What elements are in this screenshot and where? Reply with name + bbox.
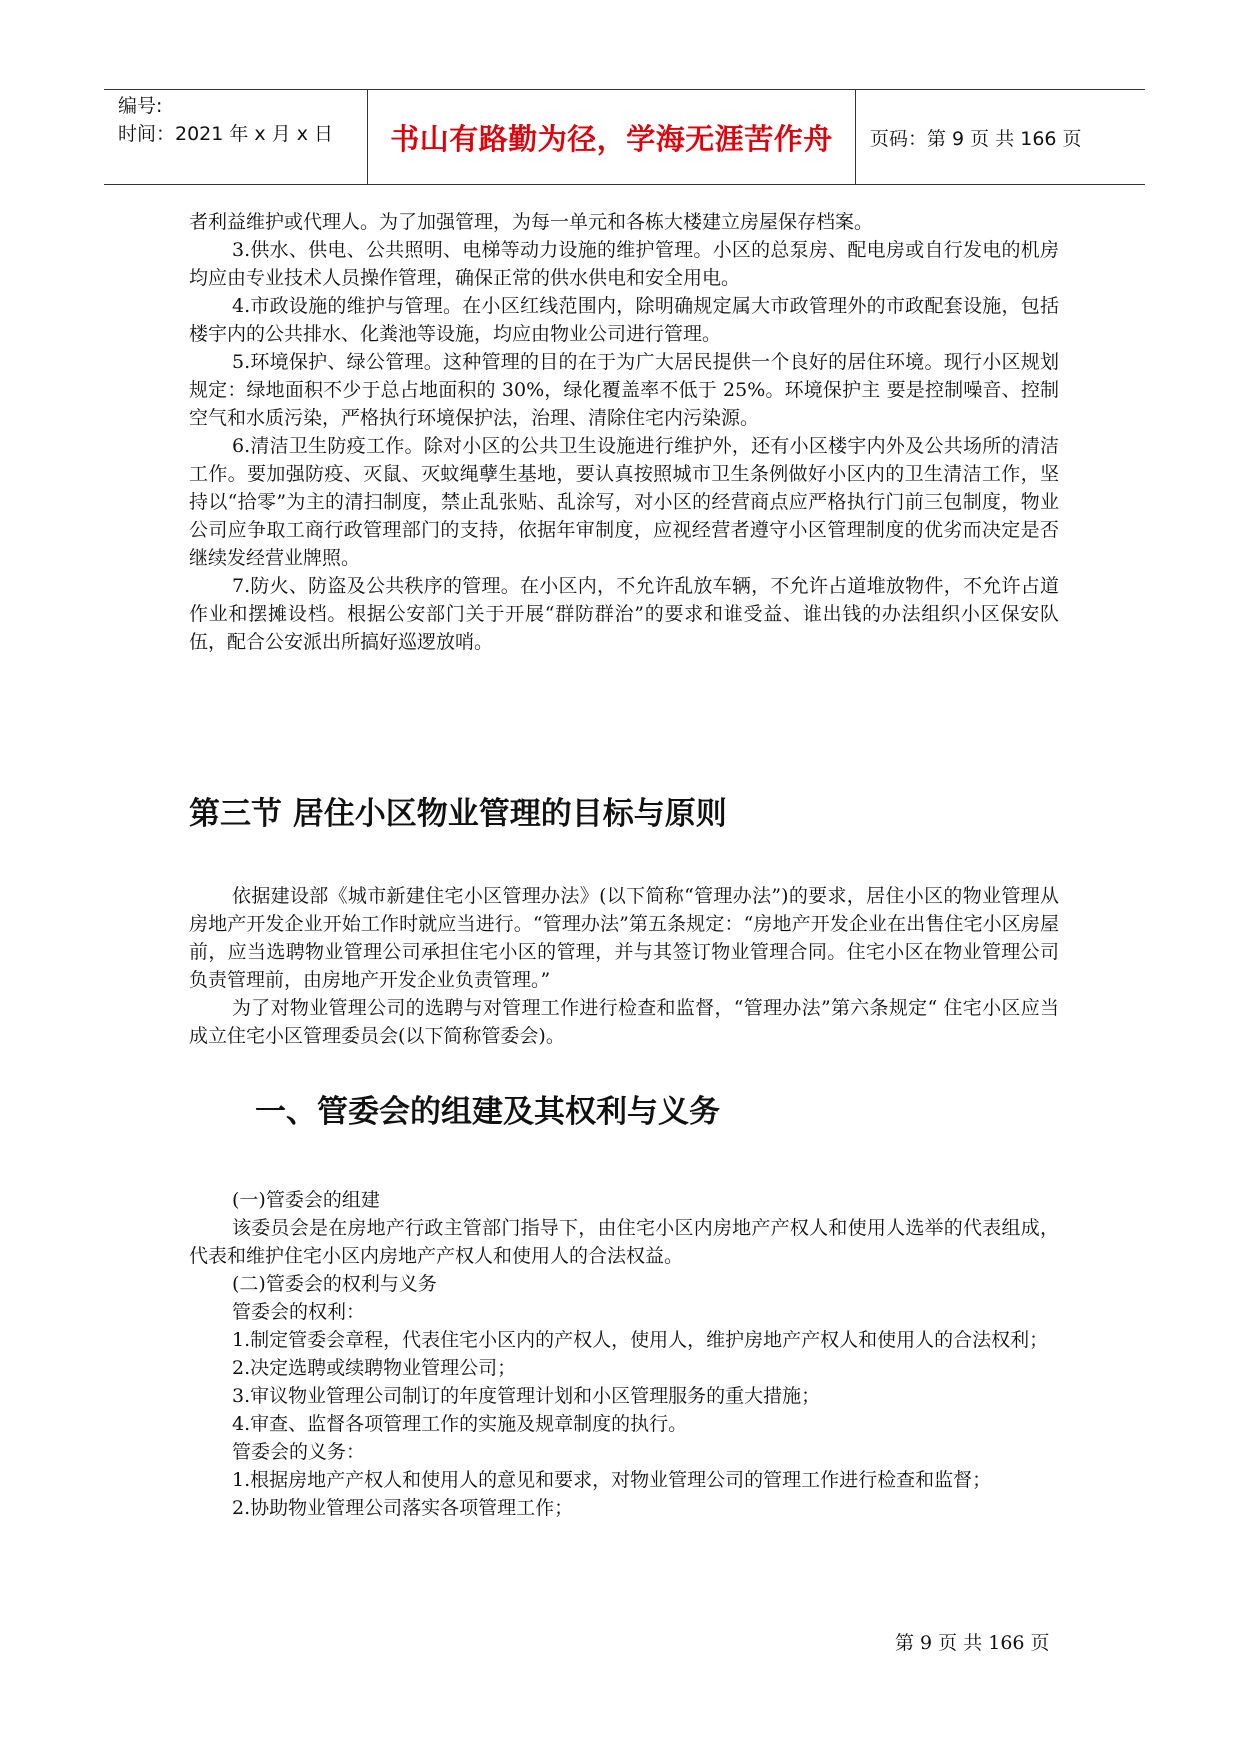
paragraph-block-3 bbox=[189, 1186, 1059, 1522]
paragraph: 1.制定管委会章程，代表住宅小区内的产权人，使用人，维护房地产产权人和使用人的合法权利； bbox=[232, 1329, 1049, 1351]
paragraph-block-1 bbox=[189, 208, 1059, 656]
document-time: 时间：2021 年 x 月 x 日 bbox=[118, 123, 334, 145]
paragraph: 1.根据房地产产权人和使用人的意见和要求，对物业管理公司的管理工作进行检查和监督； bbox=[232, 1469, 992, 1491]
paragraph: 该委员会是在房地产行政主管部门指导下，由住宅小区内房地产产权人和使用人选举的代表组成，代表和维护住宅小区内房地产产权人和使用人的合法权益。 bbox=[189, 1217, 1059, 1267]
paragraph: (二)管委会的权利与义务 bbox=[232, 1273, 437, 1295]
paragraph: 管委会的权利： bbox=[232, 1301, 366, 1323]
paragraph: 7.防火、防盗及公共秩序的管理。在小区内，不允许乱放车辆，不允许占道堆放物件，不允许占道作业和摆摊设档。根据公安部门关于开展“群防群治”的要求和谁受益、谁出钱的办法组织小区保安队伍，配合公安派出所搞好巡逻放哨。 bbox=[189, 575, 1059, 653]
paragraph: 者利益维护或代理人。为了加强管理，为每一单元和各栋大楼建立房屋保存档案。 bbox=[189, 211, 874, 233]
section-title: 第三节 居住小区物业管理的目标与原则 bbox=[189, 796, 727, 832]
paragraph: 依据建设部《城市新建住宅小区管理办法》(以下简称“管理办法”)的要求，居住小区的物业管理从房地产开发企业开始工作时就应当进行。“管理办法”第五条规定：“房地产开发企业在出售住宅小区房屋前，应当选聘物业管理公司承担住宅小区的管理，并与其签订物业管理合同。住宅小区在物业管理公司负责管理前，由房地产开发企业负责管理。” bbox=[189, 885, 1059, 991]
page-footer: 第 9 页 共 166 页 bbox=[895, 1632, 1050, 1654]
paragraph: 6.清洁卫生防疫工作。除对小区的公共卫生设施进行维护外，还有小区楼宇内外及公共场所的清洁工作。要加强防疫、灭鼠、灭蚊绳孽生基地，要认真按照城市卫生条例做好小区内的卫生清洁工作，坚持以“拾零”为主的清扫制度，禁止乱张贴、乱涂写，对小区的经营商点应严格执行门前三包制度，物业公司应争取工商行政管理部门的支持，依据年审制度，应视经营者遵守小区管理制度的优劣而决定是否继续发经营业牌照。 bbox=[189, 435, 1059, 569]
paragraph: 为了对物业管理公司的选聘与对管理工作进行检查和监督，“管理办法”第六条规定“ 住宅小区应当成立住宅小区管理委员会(以下简称管委会)。 bbox=[189, 997, 1059, 1047]
paragraph: 4.审查、监督各项管理工作的实施及规章制度的执行。 bbox=[232, 1413, 688, 1435]
paragraph: 4.市政设施的维护与管理。在小区红线范围内，除明确规定属大市政管理外的市政配套设施，包括楼宇内的公共排水、化粪池等设施，均应由物业公司进行管理。 bbox=[189, 295, 1059, 345]
page-header bbox=[104, 89, 1145, 185]
subsection-title: 一、管委会的组建及其权利与义务 bbox=[255, 1094, 720, 1130]
paragraph: 管委会的义务： bbox=[232, 1441, 366, 1463]
header-page-info: 页码：第 9 页 共 166 页 bbox=[870, 127, 1082, 150]
document-number-label: 编号: bbox=[118, 95, 163, 117]
paragraph-block-2 bbox=[189, 882, 1059, 1050]
header-meta bbox=[104, 90, 368, 184]
paragraph: 2.协助物业管理公司落实各项管理工作； bbox=[232, 1497, 574, 1519]
paragraph: 3.审议物业管理公司制订的年度管理计划和小区管理服务的重大措施； bbox=[232, 1385, 821, 1407]
paragraph: 3.供水、供电、公共照明、电梯等动力设施的维护管理。小区的总泵房、配电房或自行发电的机房均应由专业技术人员操作管理，确保正常的供水供电和安全用电。 bbox=[189, 239, 1059, 289]
paragraph: (一)管委会的组建 bbox=[232, 1189, 380, 1211]
paragraph: 5.环境保护、绿公管理。这种管理的目的在于为广大居民提供一个良好的居住环境。现行小区规划规定：绿地面积不少于总占地面积的 30%，绿化覆盖率不低于 25%。环境保护主 要是控制噪音、控制空气和水质污染，严格执行环境保护法，治理、清除住宅内污染源。 bbox=[189, 351, 1059, 429]
header-motto: 书山有路勤为径，学海无涯苦作舟 bbox=[368, 90, 856, 184]
paragraph: 2.决定选聘或续聘物业管理公司； bbox=[232, 1357, 517, 1379]
